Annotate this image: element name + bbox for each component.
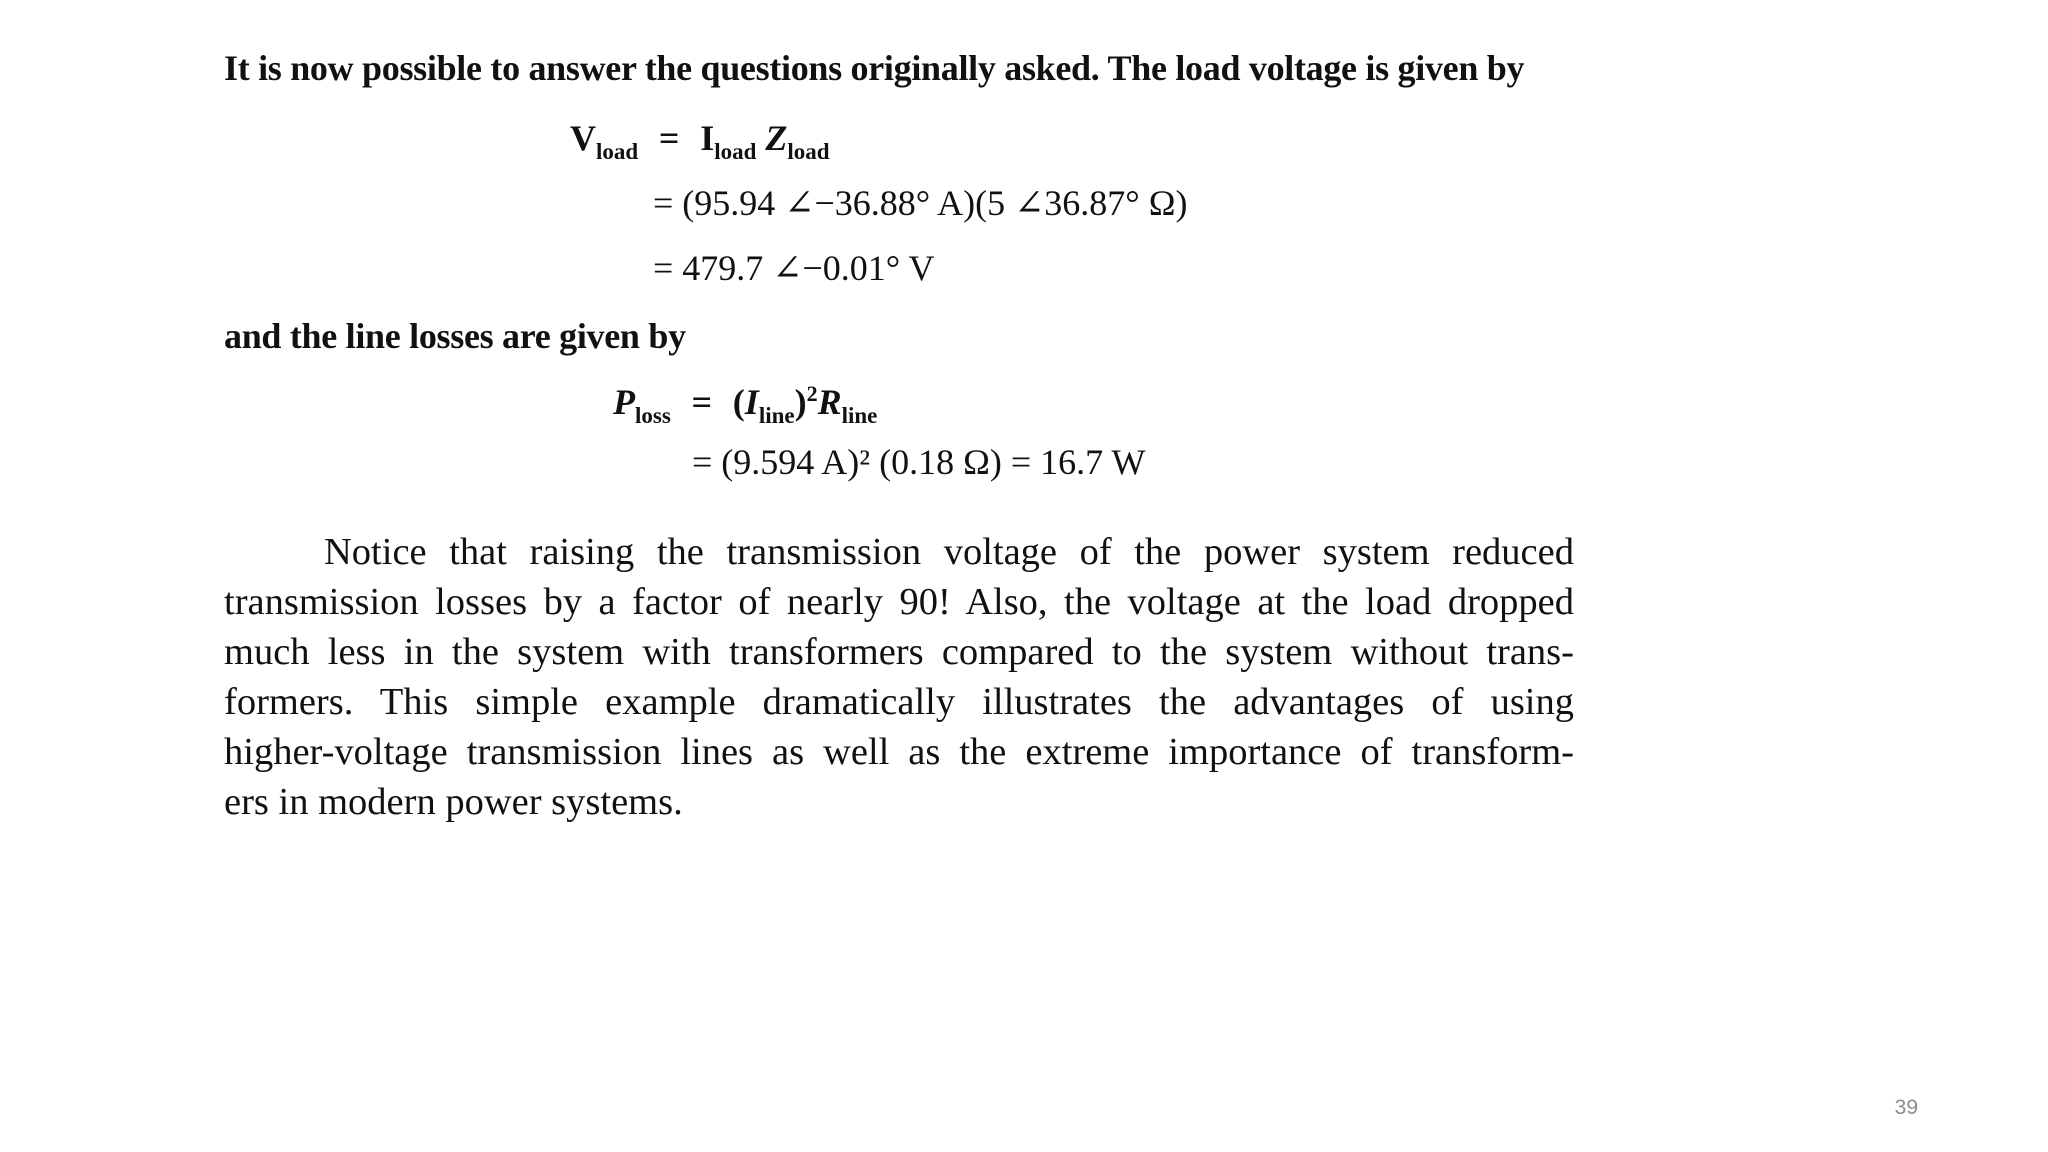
loss-equation-line-2: = (9.594 A)² (0.18 Ω) = 16.7 W: [692, 442, 1146, 482]
equals-sign: =: [658, 118, 680, 158]
losses-intro-line: and the line losses are given by: [224, 316, 686, 356]
page-number: 39: [1894, 1096, 1918, 1119]
i-line-squared: $(I_{line})^2$: [732, 381, 818, 428]
conclusion-paragraph: [224, 527, 1574, 827]
loss-equation-line-1: [613, 381, 878, 428]
intro-line: It is now possible to answer the questions originally asked. The load voltage is given by: [224, 48, 1525, 88]
v-load-symbol: $V_{load}$: [570, 118, 639, 164]
paragraph-line: Notice that raising the transmission voltage of the power system reduced: [324, 531, 1574, 573]
voltage-equation-line-3: = 479.7 ∠−0.01° V: [653, 248, 935, 288]
paragraph-line: formers. This simple example dramatically illustrates the advantages of using: [224, 681, 1574, 723]
p-loss-symbol: $P_{loss}$: [613, 382, 671, 428]
paragraph-line: transmission losses by a factor of nearly 90! Also, the voltage at the load dropped: [224, 581, 1574, 623]
i-load-symbol: $I_{load}$: [700, 118, 757, 164]
equals-sign: =: [691, 382, 713, 422]
voltage-equation-line-2: = (95.94 ∠−36.88° A)(5 ∠36.87° Ω): [653, 183, 1188, 223]
r-line-symbol: $R_{line}$: [817, 382, 878, 428]
paragraph-line: ers in modern power systems.: [224, 781, 683, 823]
voltage-equation-line-1: [570, 118, 830, 164]
z-load-symbol: $Z_{load}$: [765, 118, 830, 164]
paragraph-line: much less in the system with transformers compared to the system without trans-: [224, 631, 1574, 673]
paragraph-line: higher-voltage transmission lines as well as the extreme importance of transform-: [224, 731, 1574, 773]
